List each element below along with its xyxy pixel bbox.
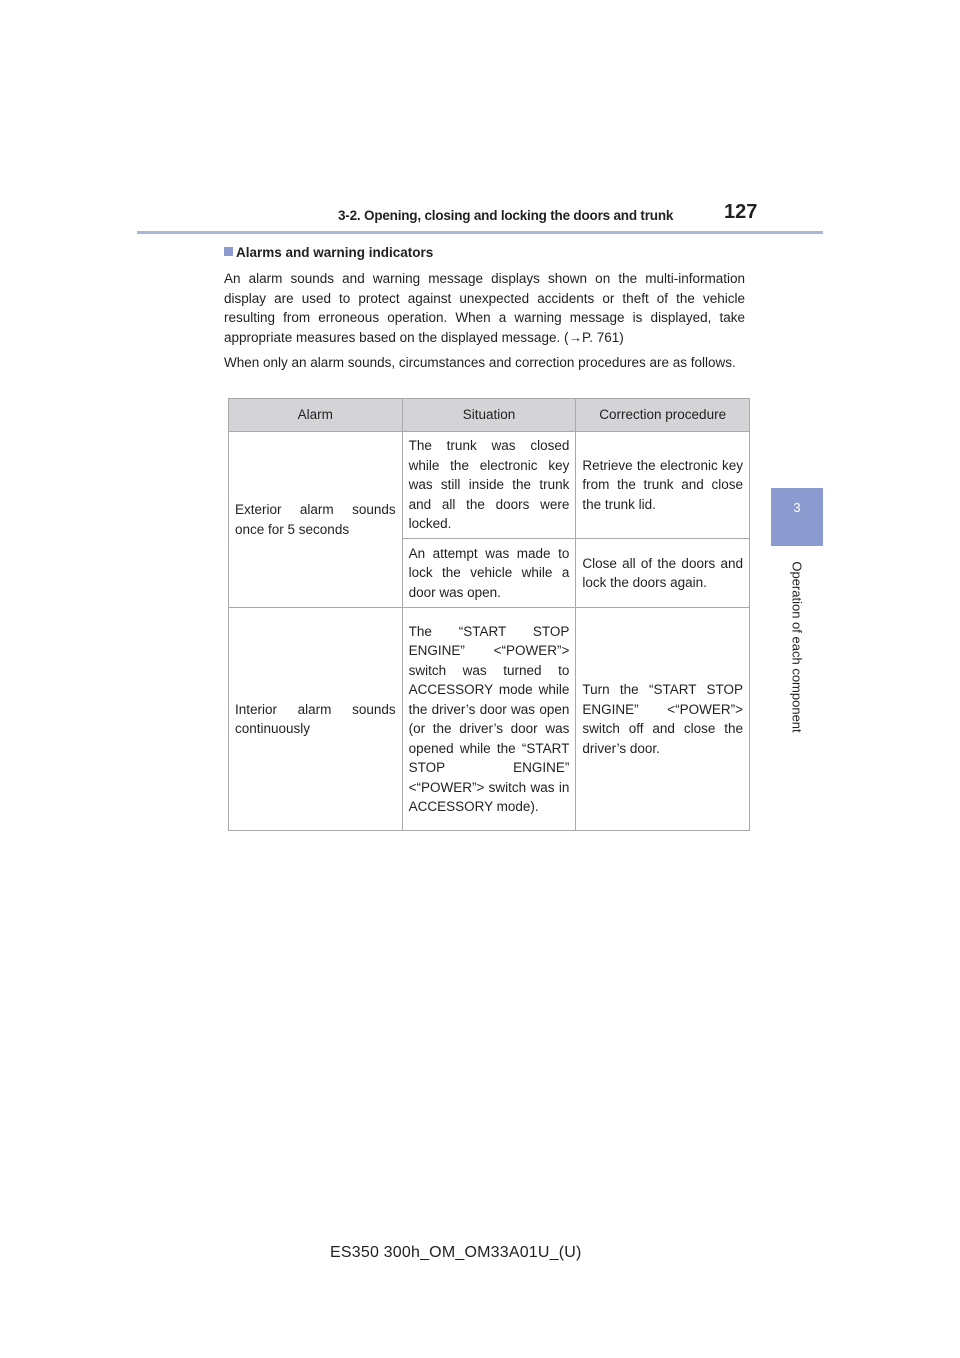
header-divider xyxy=(137,231,823,234)
alarm-table xyxy=(228,398,750,831)
followup-paragraph: When only an alarm sounds, circumstances and correction procedures are as follows. xyxy=(224,355,736,370)
column-header-alarm: Alarm xyxy=(229,399,403,432)
column-header-correction: Correction procedure xyxy=(576,399,750,432)
correction-cell: Retrieve the electronic key from the trunk and close the trunk lid. xyxy=(576,432,750,539)
intro-paragraph: An alarm sounds and warning message displays shown on the multi-information display are used to protect against unexpected accidents or theft of the vehicle resulting from erroneous operation. When a warning message is displayed, take appropriate measures based on the displayed message. (→P. 761) xyxy=(224,271,745,345)
chapter-number: 3 xyxy=(793,500,801,515)
square-bullet-icon xyxy=(224,247,233,256)
section-heading xyxy=(224,245,433,260)
correction-cell: Close all of the doors and lock the doors again. xyxy=(576,539,750,608)
situation-cell: The “START STOP ENGINE” <“POWER”> switch was turned to ACCESSORY mode while the driver’s door was open (or the driver’s door was opened while the “START STOP ENGINE” <“POWER”> switch was in ACCESSORY mode). xyxy=(402,608,576,831)
section-title: 3-2. Opening, closing and locking the doors and trunk xyxy=(338,208,674,223)
page-number: 127 xyxy=(724,201,758,223)
alarm-cell: Exterior alarm sounds once for 5 seconds xyxy=(229,432,403,608)
chapter-title: Operation of each component xyxy=(789,561,805,733)
column-header-situation: Situation xyxy=(402,399,576,432)
alarm-cell: Interior alarm sounds continuously xyxy=(229,608,403,831)
correction-cell: Turn the “START STOP ENGINE” <“POWER”> switch off and close the driver’s door. xyxy=(576,608,750,831)
situation-cell: An attempt was made to lock the vehicle while a door was open. xyxy=(402,539,576,608)
situation-cell: The trunk was closed while the electronic key was still inside the trunk and all the doors were locked. xyxy=(402,432,576,539)
document-code: ES350 300h_OM_OM33A01U_(U) xyxy=(330,1244,582,1261)
chapter-title-tab xyxy=(771,548,823,746)
section-heading-text: Alarms and warning indicators xyxy=(236,245,434,260)
table-row xyxy=(229,608,750,831)
chapter-number-tab xyxy=(771,488,823,546)
table-header-row xyxy=(229,399,750,432)
table-row xyxy=(229,432,750,539)
